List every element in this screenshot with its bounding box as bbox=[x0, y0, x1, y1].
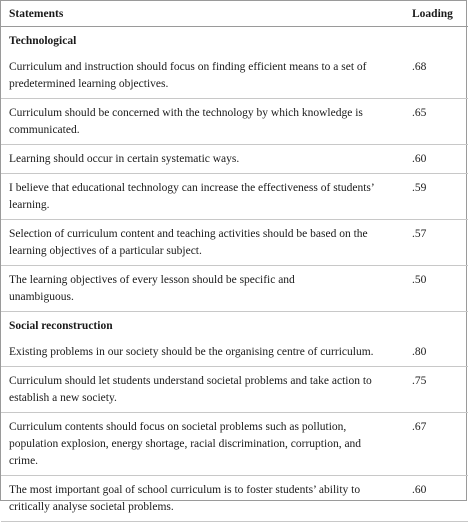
statement-cell: Curriculum should be concerned with the technology by which knowledge is communicated. bbox=[1, 99, 403, 145]
section-row bbox=[1, 312, 468, 341]
statement-cell: Curriculum and instruction should focus on finding efficient means to a set of predetermined learning objectives. bbox=[1, 55, 403, 99]
section-title: Social reconstruction bbox=[9, 320, 113, 332]
table-row bbox=[1, 367, 468, 413]
table-row bbox=[1, 174, 468, 220]
loading-cell: .75 bbox=[403, 367, 468, 413]
table-row bbox=[1, 266, 468, 312]
table-row bbox=[1, 99, 468, 145]
table-row bbox=[1, 340, 468, 367]
statement-cell: Curriculum contents should focus on societal problems such as pollution, population explosion, energy shortage, racial discrimination, corruption, and crime. bbox=[1, 413, 403, 476]
loading-cell: .59 bbox=[403, 174, 468, 220]
header-row bbox=[1, 1, 468, 27]
statement-cell: Existing problems in our society should be the organising centre of curriculum. bbox=[1, 340, 403, 367]
statement-cell: The most important goal of school curriculum is to foster students’ ability to critically analyse societal problems. bbox=[1, 476, 403, 522]
loading-cell: .65 bbox=[403, 99, 468, 145]
statement-cell: Selection of curriculum content and teaching activities should be based on the learning objectives of a particular subject. bbox=[1, 220, 403, 266]
loading-cell: .67 bbox=[403, 413, 468, 476]
loading-cell: .50 bbox=[403, 266, 468, 312]
loading-cell: .60 bbox=[403, 476, 468, 522]
loading-cell: .57 bbox=[403, 220, 468, 266]
loading-cell: .68 bbox=[403, 55, 468, 99]
table-row bbox=[1, 145, 468, 174]
table-row bbox=[1, 476, 468, 522]
table bbox=[1, 1, 468, 522]
section-row bbox=[1, 27, 468, 56]
table-row bbox=[1, 55, 468, 99]
statement-cell: Learning should occur in certain systematic ways. bbox=[1, 145, 403, 174]
section-title: Technological bbox=[9, 35, 77, 47]
header-loading: Loading bbox=[403, 1, 468, 27]
statement-cell: I believe that educational technology can increase the effectiveness of students’ learning. bbox=[1, 174, 403, 220]
statement-cell: Curriculum should let students understand societal problems and take action to establish a new society. bbox=[1, 367, 403, 413]
loading-cell: .60 bbox=[403, 145, 468, 174]
loading-cell: .80 bbox=[403, 340, 468, 367]
table-row bbox=[1, 413, 468, 476]
table-row bbox=[1, 220, 468, 266]
statement-cell: The learning objectives of every lesson should be specific and unambiguous. bbox=[1, 266, 403, 312]
header-statements: Statements bbox=[1, 1, 403, 27]
